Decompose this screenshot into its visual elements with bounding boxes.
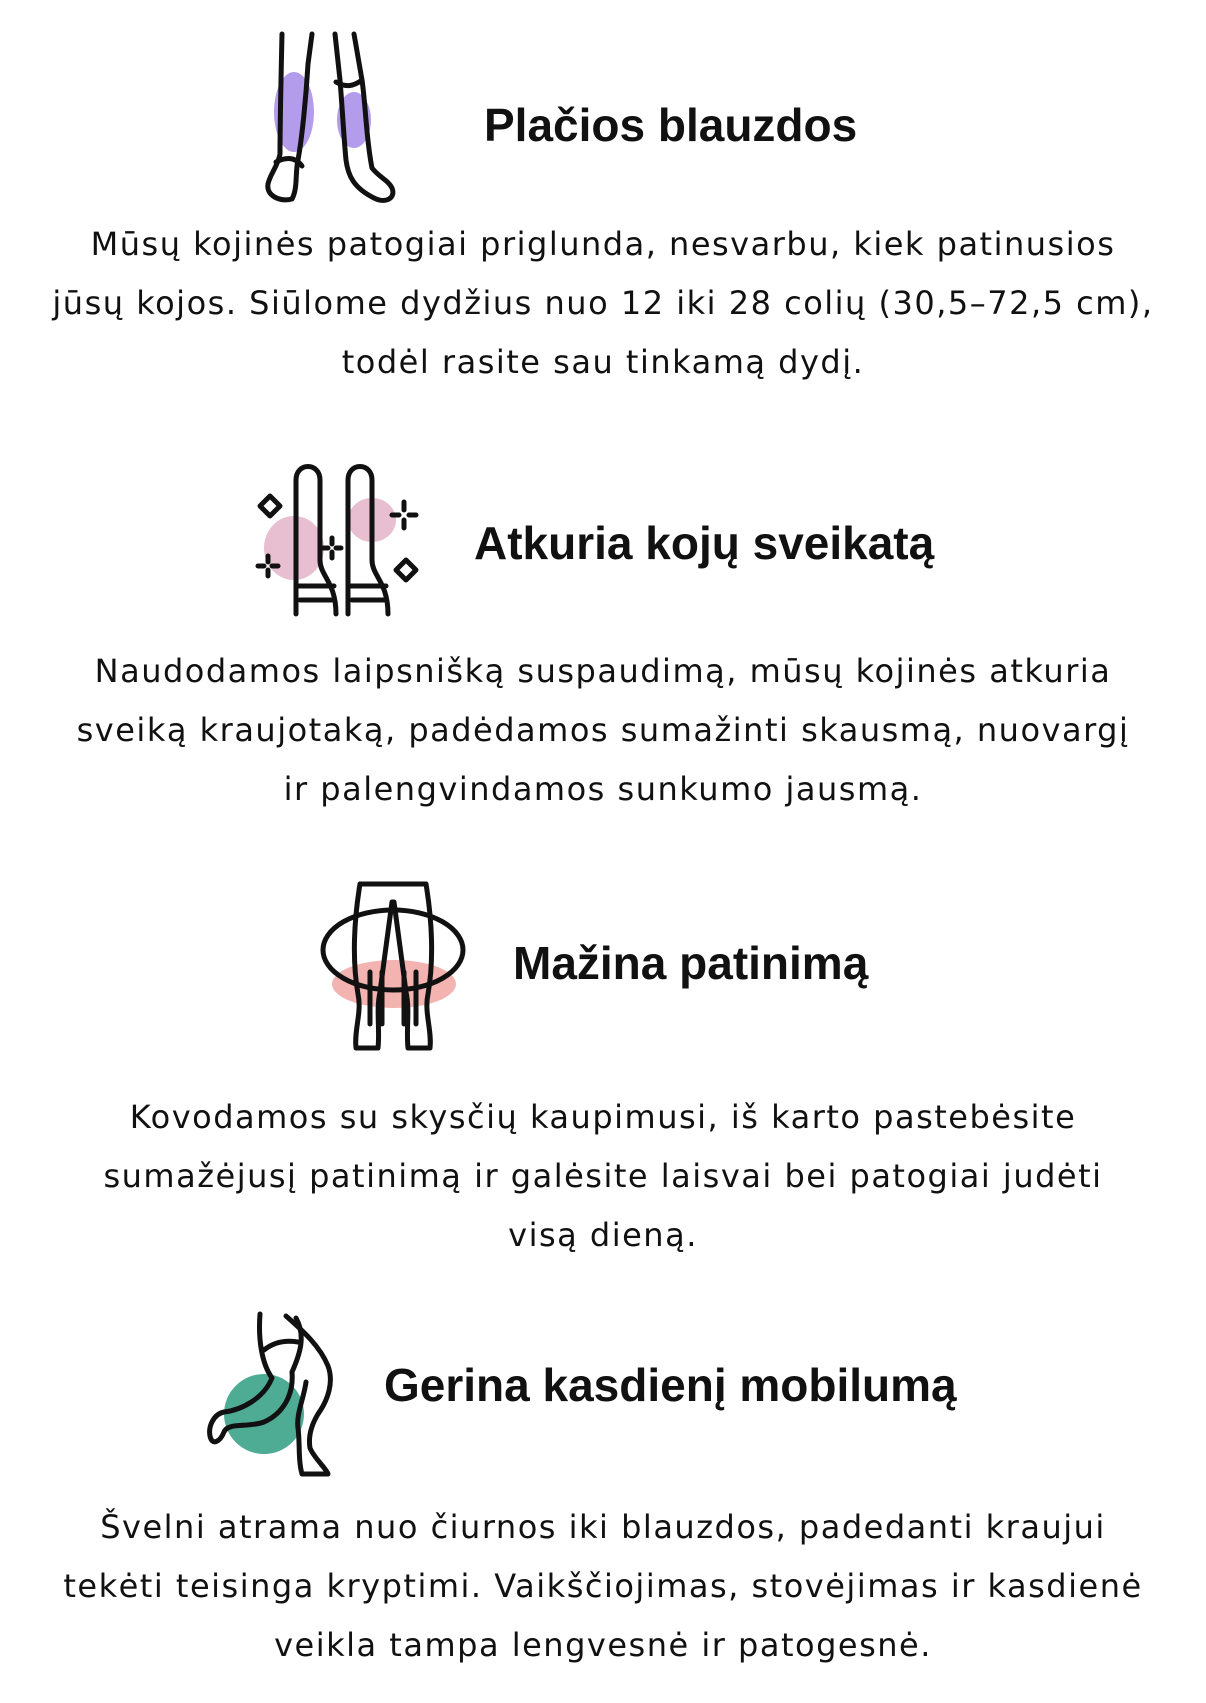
sparkling-socks-icon <box>252 464 432 624</box>
description-line: Naudodamos laipsnišką suspaudimą, mūsų kojinės atkuria <box>94 652 1112 690</box>
description-line: veikla tampa lengvesnė ir patogesnė. <box>274 1626 932 1664</box>
swelling-ring-legs-icon <box>318 880 468 1056</box>
description-line: visą dieną. <box>508 1216 698 1254</box>
description-line: sveiką kraujotaką, padėdamos sumažinti skausmą, nuovargį <box>76 711 1130 749</box>
feature-title: Atkuria kojų sveikatą <box>474 517 935 569</box>
feature-title: Plačios blauzdos <box>484 99 858 151</box>
feature-title: Mažina patinimą <box>513 937 869 989</box>
feature-description <box>0 215 1206 392</box>
description-line: jūsų kojos. Siūlome dydžius nuo 12 iki 28 colių (30,5–72,5 cm), <box>52 284 1154 322</box>
description-line: tekėti teisinga kryptimi. Vaikščiojimas, stovėjimas ir kasdienė <box>63 1567 1143 1605</box>
description-line: Mūsų kojinės patogiai priglunda, nesvarbu, kiek patinusios <box>90 225 1116 263</box>
description-line: todėl rasite sau tinkamą dydį. <box>341 343 865 381</box>
feature-description <box>0 642 1206 819</box>
walking-legs-icon <box>202 1310 352 1478</box>
feature-title: Gerina kasdienį mobilumą <box>384 1359 957 1411</box>
feature-description <box>0 1088 1206 1265</box>
description-line: Kovodamos su skysčių kaupimusi, iš karto pastebėsite <box>129 1098 1077 1136</box>
calf-legs-icon <box>262 28 412 208</box>
description-line: Švelni atrama nuo čiurnos iki blauzdos, padedanti kraujui <box>100 1508 1106 1546</box>
description-line: sumažėjusį patinimą ir galėsite laisvai bei patogiai judėti <box>103 1157 1103 1195</box>
description-line: ir palengvindamos sunkumo jausmą. <box>283 770 923 808</box>
feature-description <box>0 1498 1206 1675</box>
